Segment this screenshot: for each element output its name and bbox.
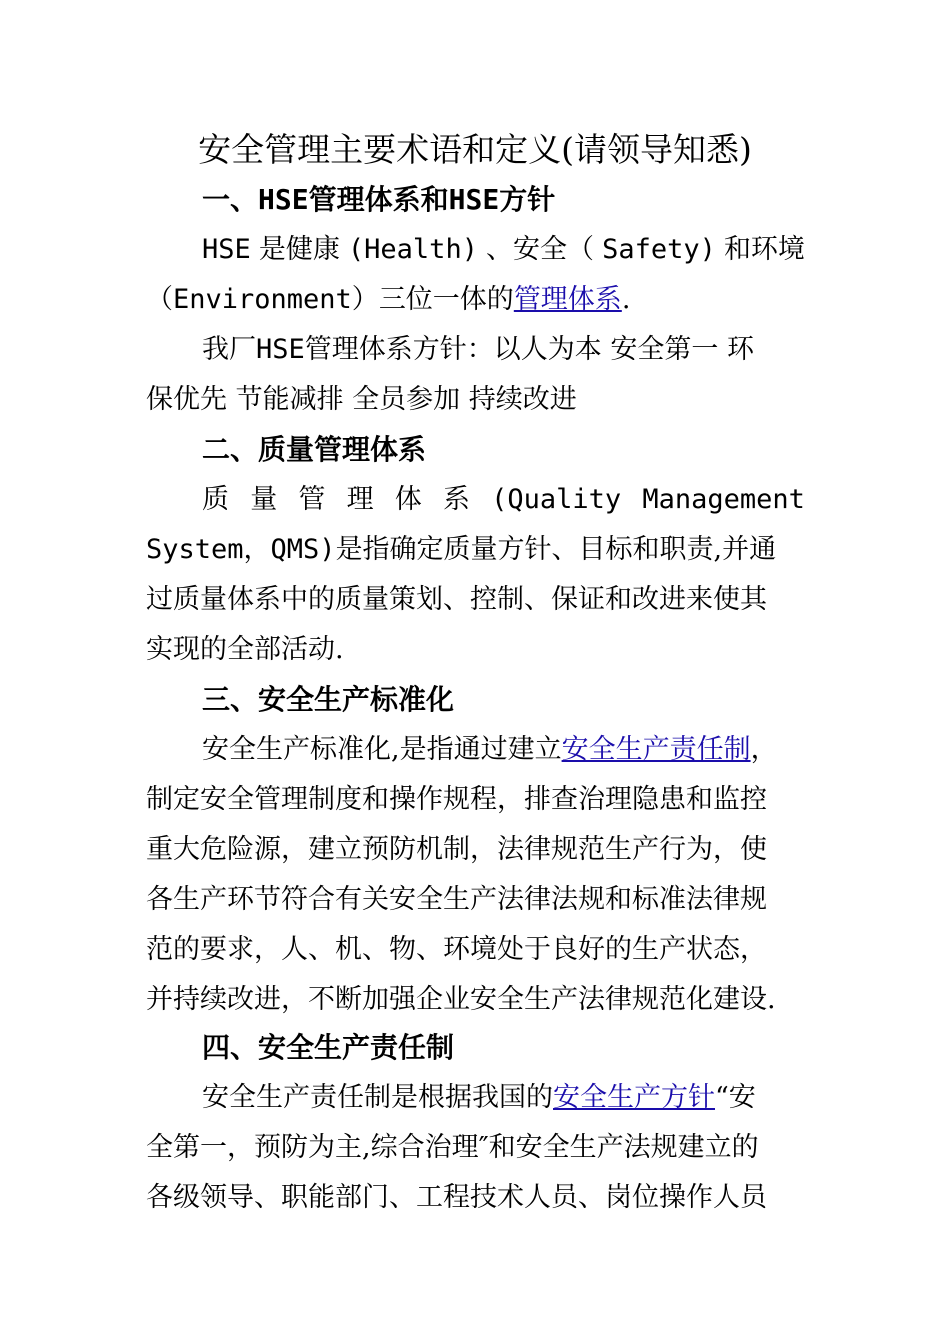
section-3-line-5: 范的要求，人、机、物、环境处于良好的生产状态， (146, 934, 767, 965)
word: 系 (442, 484, 470, 515)
section-2-line-4: 实现的全部活动. (146, 634, 344, 665)
word: 量 (250, 484, 278, 515)
qms-term: System，QMS) (146, 534, 336, 565)
text-environment-cn: 和环境 (723, 234, 805, 265)
text-our-plant: 我厂 (202, 334, 256, 365)
quote-open: “安 (715, 1082, 756, 1113)
section-2-line-1 (202, 480, 805, 520)
section-3-line-2: 制定安全管理制度和操作规程，排查治理隐患和监控 (146, 784, 767, 815)
section-3-line-3: 重大危险源，建立预防机制，法律规范生产行为，使 (146, 834, 767, 865)
hse-term: HSE (202, 234, 251, 265)
section-1-para-1-line-1 (202, 230, 805, 270)
management-system-link[interactable]: 管理体系 (513, 284, 622, 315)
section-1-heading-prefix: 一、 (202, 183, 259, 216)
section-2-line-2 (146, 530, 776, 570)
section-2-line-3: 过质量体系中的质量策划、控制、保证和改进来使其 (146, 584, 767, 615)
qms-definition: 是指确定质量方针、目标和职责,并通 (335, 534, 777, 565)
section-4-line-2: 全第一，预防为主,综合治理″和安全生产法规建立的 (146, 1132, 759, 1163)
policy-text: 管理体系方针：以人为本 安全第一 环 (304, 334, 754, 365)
section-1-heading-suffix: 方针 (499, 183, 556, 216)
section-4-heading: 四、安全生产责任制 (202, 1031, 455, 1064)
standardization-intro: 安全生产标准化,是指通过建立 (202, 734, 562, 765)
period: . (621, 284, 631, 315)
safety-policy-link[interactable]: 安全生产方针 (553, 1082, 715, 1113)
section-1-heading-mid: 管理体系和 (308, 183, 449, 216)
word: Management (642, 484, 805, 515)
section-3-line-1 (202, 730, 778, 770)
section-1-heading-hse-1: HSE (258, 183, 309, 216)
text-safety-cn: 、安全（ (486, 234, 595, 265)
word: 管 (298, 484, 326, 515)
section-3-line-4: 各生产环节符合有关安全生产法律法规和标准法律规 (146, 884, 767, 915)
section-3-heading: 三、安全生产标准化 (202, 683, 455, 716)
responsibility-intro: 安全生产责任制是根据我国的 (202, 1082, 553, 1113)
text-trinity: 三位一体的 (378, 284, 514, 315)
text-is-health: 是健康 (258, 234, 340, 265)
section-1-para-2-line-1 (202, 330, 754, 370)
section-4-line-3: 各级领导、职能部门、工程技术人员、岗位操作人员 (146, 1182, 767, 1213)
section-1-heading (202, 180, 555, 220)
section-2-heading: 二、质量管理体系 (202, 433, 427, 466)
comma: ， (750, 734, 778, 765)
section-1-para-2-line-2: 保优先 节能减排 全员参加 持续改进 (146, 384, 577, 415)
word: 体 (394, 484, 422, 515)
environment-term: （Environment） (146, 284, 379, 315)
section-1-para-1-line-2 (146, 280, 630, 320)
safety-term: Safety) (602, 234, 716, 265)
word: 质 (202, 484, 229, 515)
section-4-line-1 (202, 1078, 756, 1118)
word: 理 (346, 484, 374, 515)
safety-responsibility-link[interactable]: 安全生产责任制 (561, 734, 751, 765)
section-1-heading-hse-2: HSE (448, 183, 500, 216)
hse-term-2: HSE (256, 334, 305, 365)
word: (Quality (491, 484, 622, 515)
document-title: 安全管理主要术语和定义(请领导知悉) (198, 130, 752, 169)
health-term: (Health) (347, 234, 478, 265)
section-3-line-6: 并持续改进，不断加强企业安全生产法律规范化建设. (146, 984, 776, 1015)
